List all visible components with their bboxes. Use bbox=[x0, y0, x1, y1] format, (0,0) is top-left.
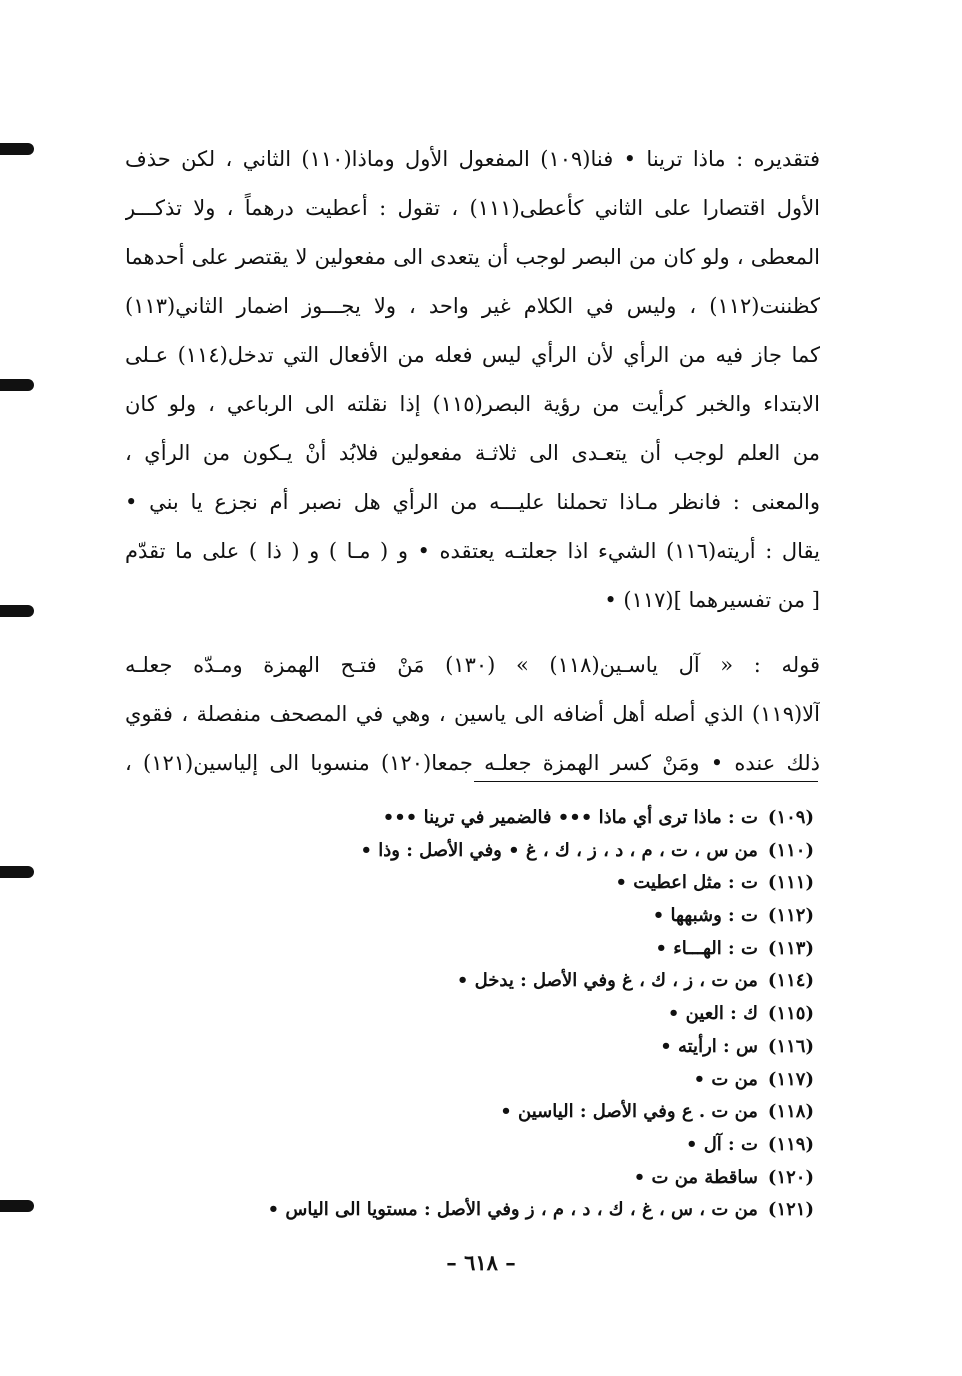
footnote bbox=[124, 802, 814, 835]
footnote-number: (١٢٠) bbox=[767, 1166, 814, 1188]
footnote-number: (١١٩) bbox=[767, 1133, 814, 1155]
text-line: والمعنى : فانظر مـاذا تحملنا عليـــه من الرأي هل نصبر أم نجزع يا بني • bbox=[125, 490, 820, 514]
text-line: قوله : « آل ياسـين(١١٨) » (١٣٠) مَنْ فتـح الهمزة ومـدّه جعلـه bbox=[125, 653, 820, 677]
footnote bbox=[124, 867, 814, 900]
footnote bbox=[124, 1129, 814, 1162]
footnote bbox=[124, 998, 814, 1031]
footnote-number: (١١٢) bbox=[767, 905, 814, 927]
main-text bbox=[125, 135, 820, 788]
footnote-number: (١١٨) bbox=[767, 1101, 814, 1123]
footnote bbox=[124, 1194, 814, 1227]
footnote-number: (١١١) bbox=[767, 872, 814, 894]
text-line: الابتداء والخبر كرأيت من رؤية البصر(١١٥) إذا نقلته الى الرباعي ، ولو كان bbox=[125, 392, 820, 416]
footnote bbox=[124, 1162, 814, 1195]
footnote-text: ت : الهـــاء • bbox=[655, 937, 758, 959]
footnote bbox=[124, 1031, 814, 1064]
footnote-number: (١١٠) bbox=[767, 839, 814, 861]
footnote-text: س : ارأيته • bbox=[660, 1035, 758, 1057]
binding-mark bbox=[0, 866, 34, 878]
text-line: فتقديره : ماذا ترينا • فنا(١٠٩) المفعول الأول وماذا(١١٠) الثاني ، لكن حذف bbox=[125, 147, 820, 171]
page-number: – ٦١٨ – bbox=[446, 1250, 516, 1275]
footnote-divider bbox=[474, 781, 818, 782]
footnote bbox=[124, 933, 814, 966]
binding-mark bbox=[0, 1200, 34, 1212]
footnote-number: (١١٦) bbox=[767, 1035, 814, 1057]
paragraph-gap bbox=[125, 625, 820, 641]
text-line: كما جاز فيه من الرأي لأن الرأي ليس فعله من الأفعال التي تدخل(١١٤) عـلى bbox=[125, 343, 820, 367]
footnote-text: من ت . ع وفي الأصل : الياسين • bbox=[500, 1101, 758, 1123]
text-line: الأول اقتصارا على الثاني كأعطى(١١١) ، تقول : أعطيت درهماً ، ولا تذكـــر bbox=[125, 196, 820, 220]
footnote bbox=[124, 1096, 814, 1129]
footnote-text: من س ، ت ، م ، د ، ز ، ك ، غ • وفي الأصل : وذا • bbox=[360, 839, 758, 861]
footnote bbox=[124, 900, 814, 933]
footnote-text: ت : وشبهها • bbox=[652, 905, 758, 927]
footnote-number: (١١٣) bbox=[767, 937, 814, 959]
text-line: من العلم لوجب أن يتعـدى الى ثلاثـة مفعولين فلابُد أنْ يـكون من الرأي ، bbox=[125, 441, 820, 465]
text-line: كظننت(١١٢) ، وليس في الكلام غير واحد ، ولا يجـــوز اضمار الثاني(١١٣) bbox=[125, 294, 820, 318]
footnote bbox=[124, 835, 814, 868]
footnotes bbox=[124, 802, 814, 1227]
footnote-number: (١٠٩) bbox=[767, 807, 814, 828]
text-line: آلا(١١٩) الذي أصله أهل أضافه الى ياسين ، وهي في المصحف منفصلة ، فقوي bbox=[125, 702, 820, 726]
footnote-number: (١١٤) bbox=[767, 970, 814, 992]
footnote-text: من ت ، ز ، ك ، غ وفي الأصل : يدخل • bbox=[456, 970, 758, 992]
footnote-text: ك : العين • bbox=[667, 1003, 758, 1025]
footnote-text: ت : مثل اعطيت • bbox=[615, 872, 758, 894]
footnote-number: (١٢١) bbox=[767, 1199, 814, 1221]
binding-mark bbox=[0, 143, 34, 155]
text-line: المعطى ، ولو كان من البصر لوجب أن يتعدى الى مفعولين لا يقتصر على أحدهما bbox=[125, 245, 820, 269]
text-line: [ من تفسيرهما ](١١٧) • bbox=[604, 588, 820, 612]
binding-mark bbox=[0, 379, 34, 391]
footnote bbox=[124, 1064, 814, 1097]
footnote-text: من ت • bbox=[693, 1068, 758, 1090]
binding-mark bbox=[0, 605, 34, 617]
footnote-number: (١١٧) bbox=[767, 1068, 814, 1090]
footnote-text: ساقطة من ت • bbox=[633, 1166, 758, 1188]
footnote bbox=[124, 965, 814, 998]
footnote-text: ت : آل • bbox=[685, 1133, 758, 1155]
text-line: ذلك عنده • ومَنْ كسر الهمزة جعلـه جمعا(١٢٠) منسوبا الى إلياسين(١٢١) ، bbox=[125, 751, 820, 775]
footnote-text: من ت ، س ، غ ، ك ، د ، م ، ز وفي الأصل : مستويا الى الياس • bbox=[267, 1199, 758, 1221]
footnote-text: ت : ماذا ترى أي ماذا ••• فالضمير في ترينا ••• bbox=[382, 807, 758, 828]
text-line: يقال : أريته(١١٦) الشيء اذا جعلتـه يعتقده • و ( مـا ) و ( ذا ) على ما تقدّم bbox=[125, 539, 820, 563]
footnote-number: (١١٥) bbox=[767, 1003, 814, 1025]
